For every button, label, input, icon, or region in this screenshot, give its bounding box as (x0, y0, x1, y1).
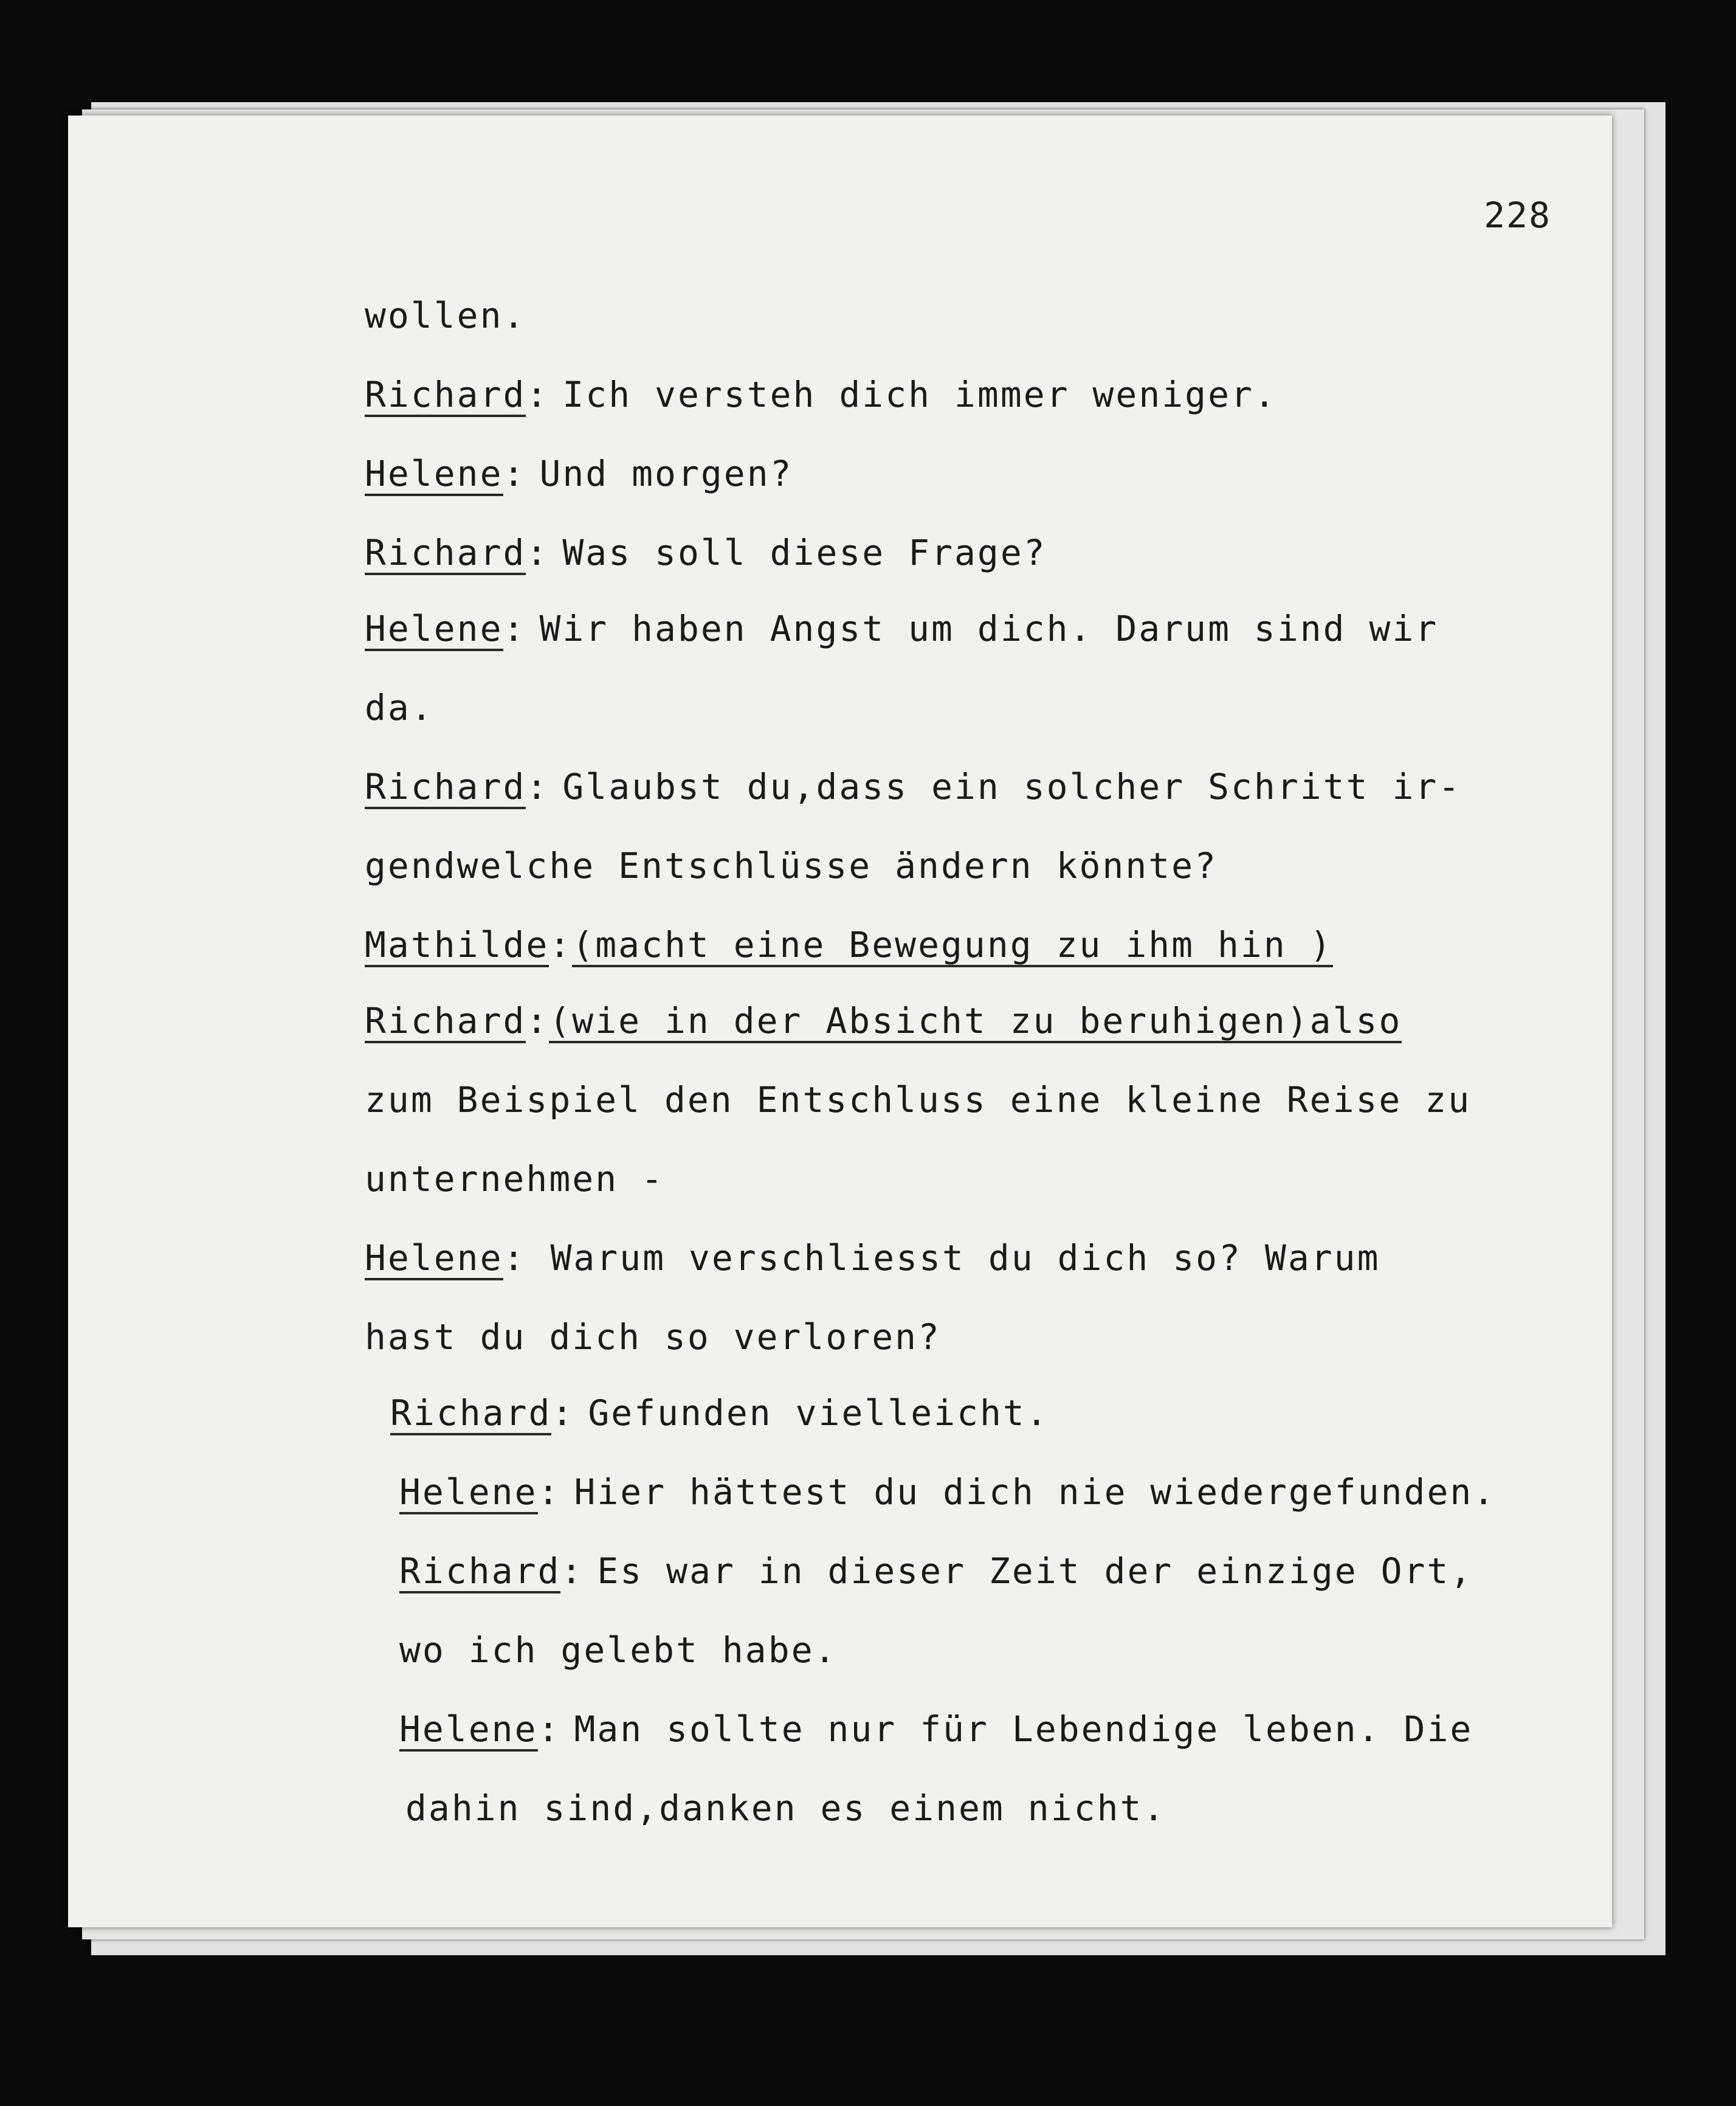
speaker-name: Helene (399, 1473, 538, 1514)
line-text: unternehmen - (365, 1158, 664, 1200)
line-text: dahin sind,danken es einem nicht. (405, 1787, 1166, 1829)
dialogue-line: Richard: Glaubst du,dass ein solcher Schritt ir- (365, 766, 1461, 809)
text-line (365, 1158, 664, 1200)
text-line (365, 295, 526, 336)
line-text: wollen. (365, 295, 526, 336)
speaker-name: Richard (365, 768, 526, 809)
line-text: da. (365, 687, 434, 728)
speaker-name: Richard (365, 534, 526, 575)
dialogue-line: Helene: Und morgen? (365, 453, 793, 496)
line-text: Wir haben Angst um dich. Darum sind wir (539, 608, 1439, 649)
dialogue-line: Helene: Man sollte nur für Lebendige leben. Die (399, 1708, 1473, 1752)
line-text: Was soll diese Frage? (562, 532, 1047, 573)
line-text: Warum verschliesst du dich so? Warum (550, 1237, 1380, 1279)
speaker-name: Richard (365, 1002, 526, 1043)
speaker-name: Richard (399, 1552, 560, 1593)
line-text: Gefunden vielleicht. (588, 1392, 1049, 1434)
text-line (405, 1787, 1166, 1829)
speaker-name: Helene (399, 1710, 538, 1752)
line-text: Man sollte nur für Lebendige leben. Die (574, 1708, 1473, 1750)
speaker-name: Helene (365, 455, 503, 496)
line-text: Glaubst du,dass ein solcher Schritt ir- (562, 766, 1462, 807)
stage-direction: (macht eine Bewegung zu ihm hin ) (572, 926, 1332, 967)
dialogue-line: Richard: Was soll diese Frage? (365, 532, 1047, 575)
dialogue-line: Mathilde:(macht eine Bewegung zu ihm hin ) (365, 924, 1333, 967)
dialogue-line: Helene: Hier hättest du dich nie wiedergefunden. (399, 1471, 1496, 1514)
dialogue-line: Helene: Wir haben Angst um dich. Darum sind wir (365, 608, 1438, 651)
text-line (365, 1079, 1471, 1120)
dialogue-line: Richard: Es war in dieser Zeit der einzige Ort, (399, 1550, 1473, 1593)
text-line (365, 1316, 941, 1358)
typewritten-page (68, 116, 1612, 1927)
dialogue-line: Richard:(wie in der Absicht zu beruhigen)also (365, 1000, 1402, 1043)
dialogue-line: Helene: Warum verschliesst du dich so? Warum (365, 1237, 1380, 1280)
line-text: hast du dich so verloren? (365, 1316, 941, 1358)
line-text: Ich versteh dich immer weniger. (562, 374, 1277, 415)
line-text: Hier hättest du dich nie wiedergefunden. (574, 1471, 1497, 1513)
text-line (365, 845, 1218, 886)
speaker-name: Richard (365, 376, 526, 417)
dialogue-line: Richard: Gefunden vielleicht. (390, 1392, 1049, 1435)
line-text: zum Beispiel den Entschluss eine kleine Reise zu (365, 1079, 1472, 1120)
text-line (399, 1629, 837, 1671)
line-text: Und morgen? (539, 453, 793, 494)
speaker-name: Mathilde (365, 926, 549, 967)
speaker-name: Richard (390, 1394, 551, 1435)
line-text: Es war in dieser Zeit der einzige Ort, (597, 1550, 1473, 1592)
speaker-name: Helene (365, 1239, 503, 1280)
speaker-name: Helene (365, 610, 503, 651)
dialogue-line: Richard: Ich versteh dich immer weniger. (365, 374, 1277, 417)
page-number: 228 (1484, 195, 1551, 236)
line-text: wo ich gelebt habe. (399, 1629, 838, 1671)
stage-direction: (wie in der Absicht zu beruhigen)also (549, 1002, 1402, 1043)
line-text: gendwelche Entschlüsse ändern könnte? (365, 845, 1218, 886)
text-line (365, 687, 434, 728)
